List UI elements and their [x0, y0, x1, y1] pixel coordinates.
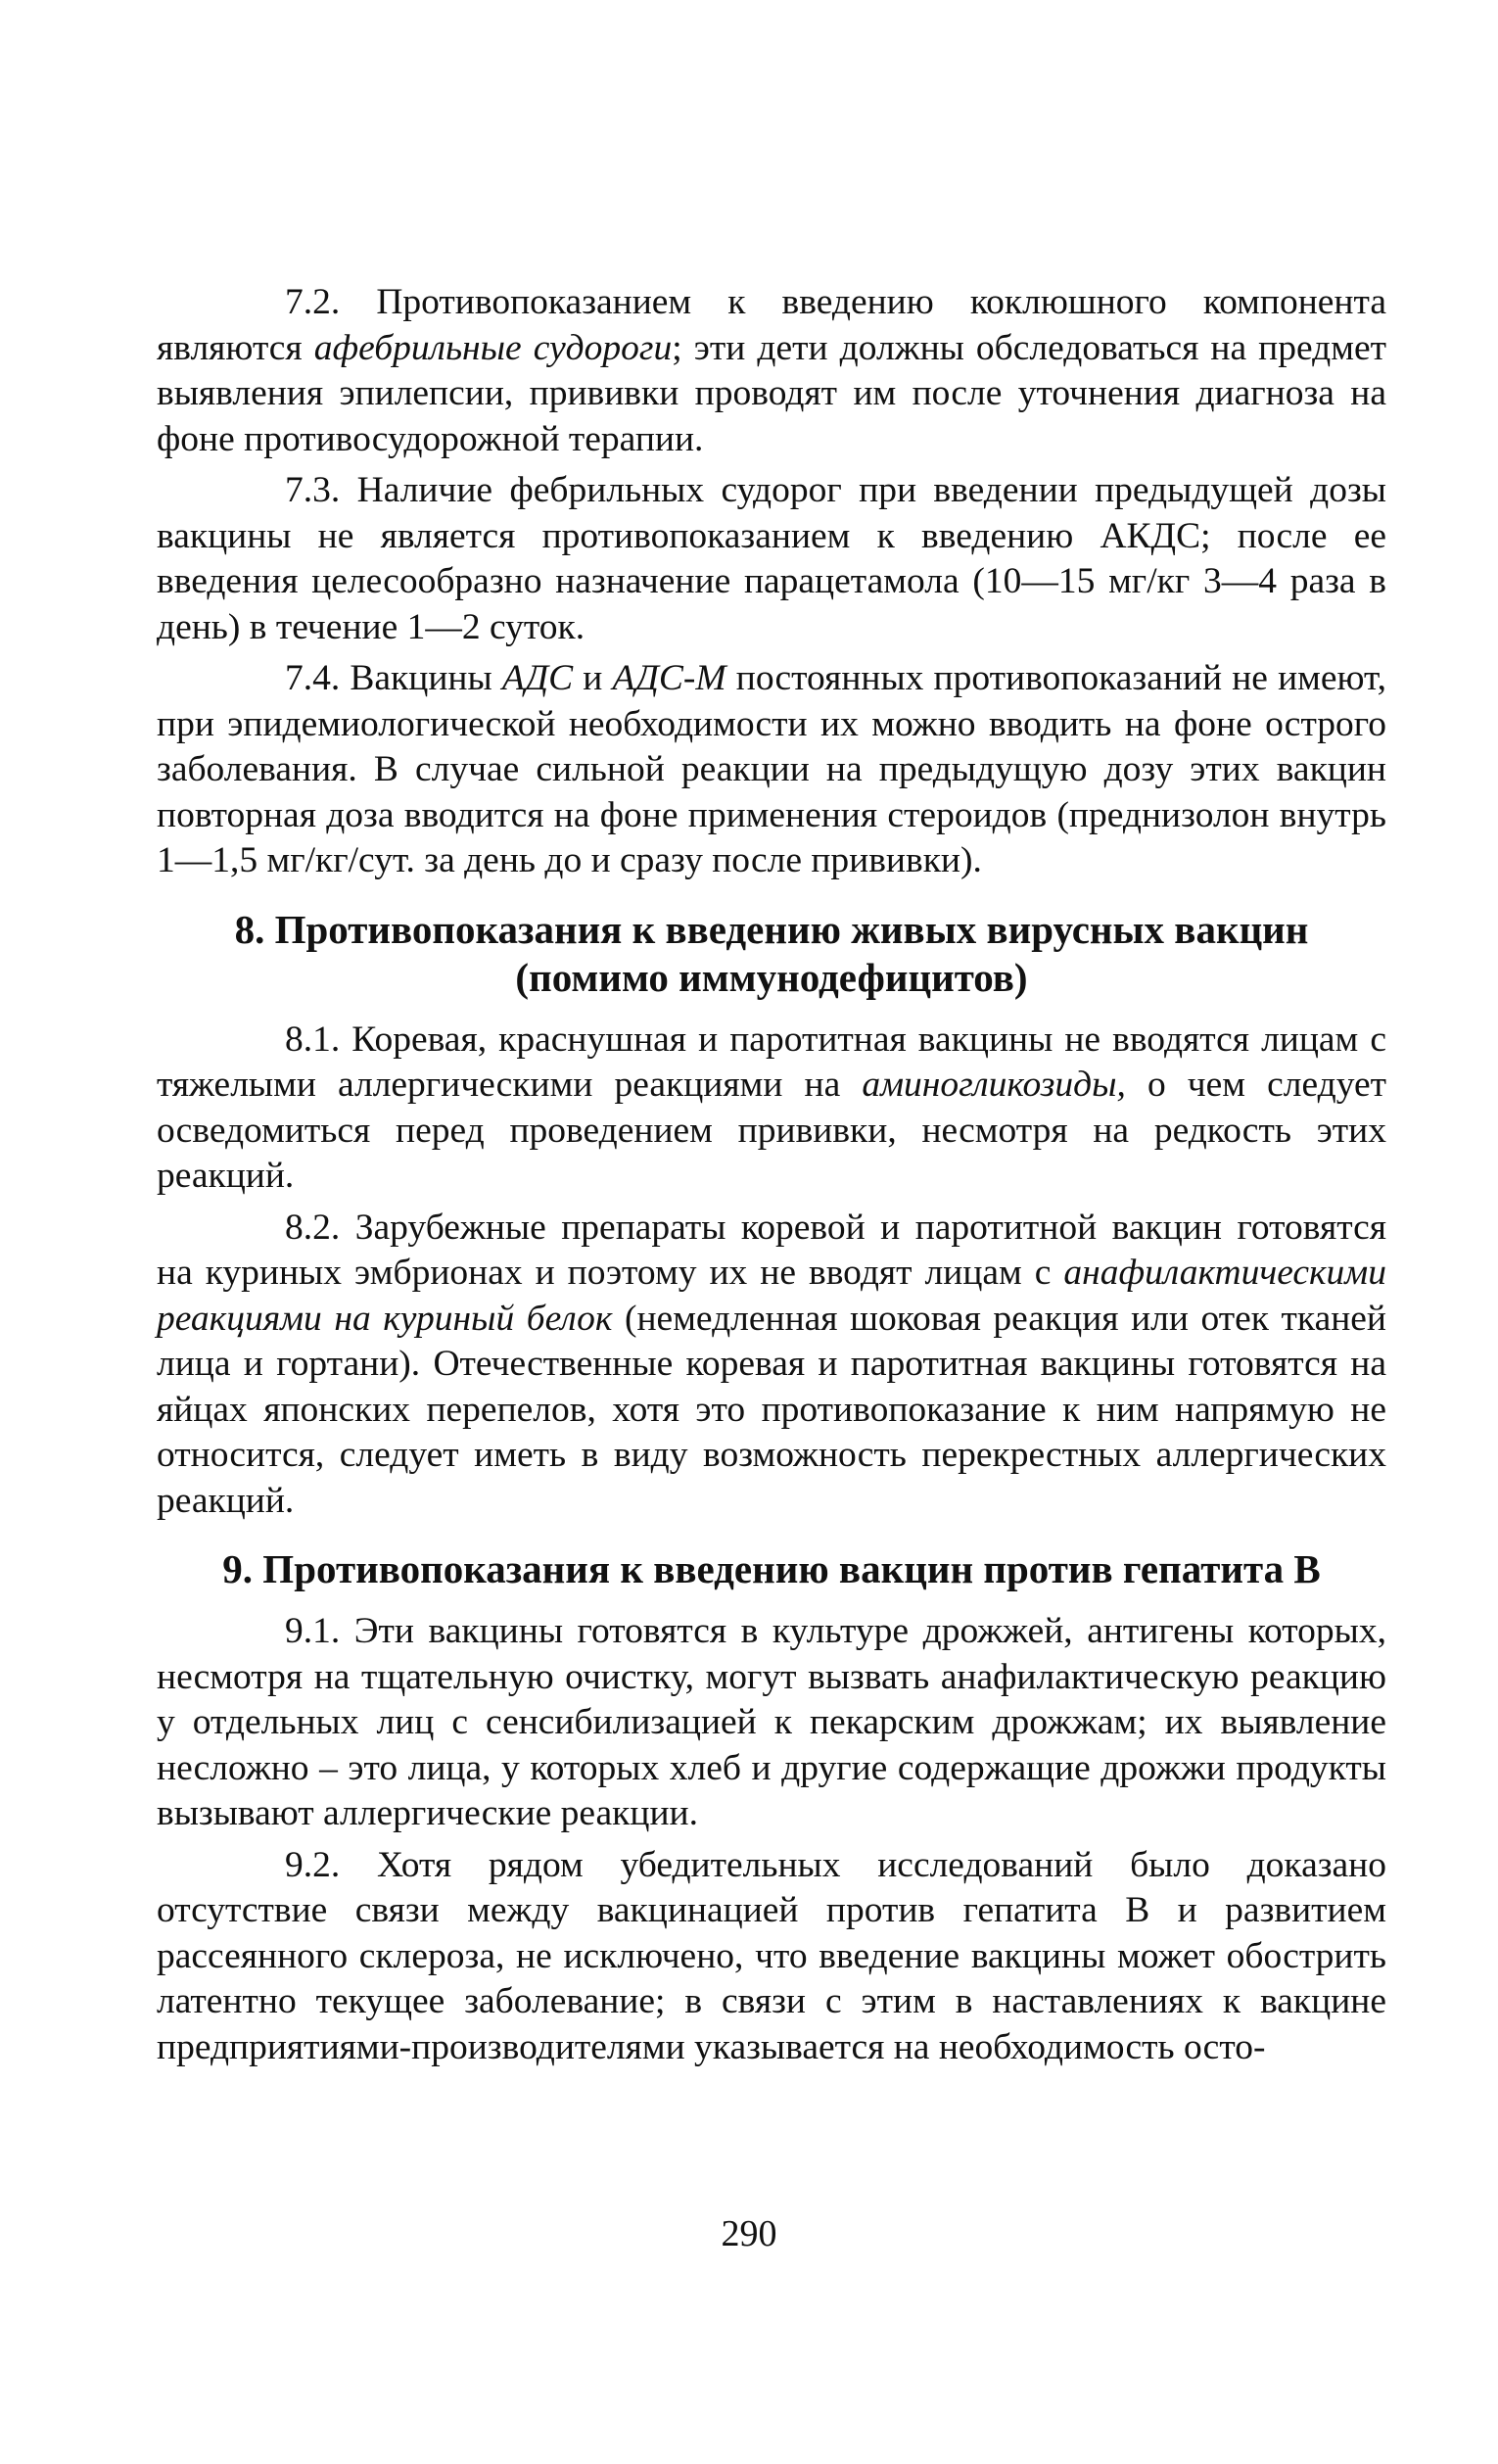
page-number: 290 — [721, 2213, 777, 2254]
paragraph-8-2 — [157, 1206, 1386, 1525]
paragraph-7-4 — [157, 656, 1386, 884]
heading-line: 8. Противопоказания к введению живых вирусных вакцин — [234, 906, 1309, 952]
paragraph-7-3: 7.3. Наличие фебрильных судорог при введении предыдущей дозы вакцины не является противопоказанием к введению АКДС; после ее введения целесообразно назначение парацетамола (10—15 мг/кг 3—4 раза в день) в течение 1—2 суток. — [157, 470, 1386, 647]
italic-term: АДС — [501, 658, 574, 698]
document-page — [157, 280, 1386, 2076]
paragraph-text: 7.2. Противопоказанием к введению коклюшного компонента являются — [157, 282, 1386, 368]
paragraph-text: 8.2. Зарубежные препараты коревой и паротитной вакцин готовятся на куриных эмбрионах и поэтому их не вводят лицам с — [157, 1207, 1386, 1293]
paragraph-text: ; эти дети должны обследоваться на предмет выявления эпилепсии, прививки проводят им после уточнения диагноза на фоне противосудорожной терапии. — [157, 327, 1386, 459]
paragraph-text: постоянных противопоказаний не имеют, при эпидемиологической необходимости их можно вводить на фоне острого заболевания. В случае сильной реакции на предыдущую дозу этих вакцин повторная доза вводится на фоне применения стероидов (преднизолон внутрь 1—1,5 мг/кг/сут. за день до и сразу после прививки). — [157, 658, 1386, 880]
paragraph-8-1 — [157, 1018, 1386, 1200]
paragraph-text: (немедленная шоковая реакция или отек тканей лица и гортани). Отечественные коревая и паротитная вакцины готовятся на яйцах японских перепелов, хотя это противопоказание к ним напрямую не относится, следует иметь в виду возможность перекрестных аллергических реакций. — [157, 1298, 1387, 1521]
section-heading-9 — [157, 1545, 1386, 1593]
paragraph-text: 8.1. Коревая, краснушная и паротитная вакцины не вводятся лицам с тяжелыми аллергическими реакциями на — [157, 1019, 1386, 1105]
italic-term: АДС-М — [612, 658, 726, 698]
paragraph-7-2 — [157, 280, 1386, 462]
heading-line: (помимо иммунодефицитов) — [515, 954, 1028, 1000]
paragraph-text: и — [573, 658, 613, 698]
paragraph-text: о чем следует осведомиться перед проведением прививки, несмотря на редкость этих реакций. — [157, 1065, 1386, 1196]
italic-term: афебрильные судороги — [313, 327, 673, 368]
italic-term: анафилактическими реакциями на куриный белок — [157, 1253, 1386, 1339]
section-heading-8 — [157, 906, 1386, 1002]
paragraph-text: 7.4. Вакцины — [285, 658, 502, 698]
heading-line: 9. Противопоказания к введению вакцин против гепатита В — [222, 1546, 1321, 1591]
italic-term: аминогликозиды, — [862, 1065, 1126, 1105]
paragraph-9-1: 9.1. Эти вакцины готовятся в культуре дрожжей, антигены которых, несмотря на тщательную очистку, могут вызвать анафилактическую реакцию у отдельных лиц с сенсибилизацией к пекарским дрожжам; их выявление несложно – это лица, у которых хлеб и другие содержащие дрожжи продукты вызывают аллергические реакции. — [157, 1611, 1386, 1833]
paragraph-9-2: 9.2. Хотя рядом убедительных исследований было доказано отсутствие связи между вакцинацией против гепатита В и развитием рассеянного склероза, не исключено, что введение вакцины может обострить латентно текущее заболевание; в связи с этим в наставлениях к вакцине предприятиями-производителями указывается на необходимость осто- — [157, 1844, 1386, 2067]
